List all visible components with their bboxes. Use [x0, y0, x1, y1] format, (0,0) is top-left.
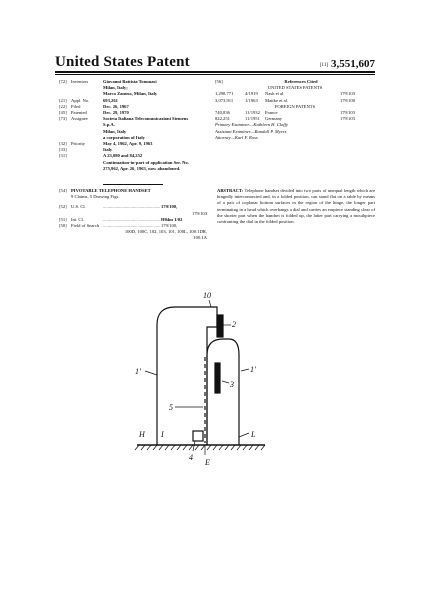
field-label: Assignee: [71, 116, 88, 122]
field-label: Priority: [71, 141, 86, 147]
references-heading: References Cited: [284, 79, 318, 84]
inid-code: [54]: [59, 188, 67, 193]
reference-number: 1,298,771: [215, 91, 234, 97]
field-value: Giovanni Battista Tommasi: [103, 79, 157, 84]
reference-date: 1/1963: [245, 97, 258, 103]
field-value-continued: 100D, 100C, 102, 103, 101, 100L, 100.1DR,: [124, 229, 207, 235]
field-value: Dec. 26, 1967: [103, 103, 129, 109]
abstract-label: ABSTRACT:: [217, 188, 244, 193]
label-H: H: [139, 430, 145, 439]
bibliographic-column: [59, 79, 209, 172]
inid-code: [33]: [59, 147, 67, 153]
label-2: 2: [232, 320, 236, 329]
assignee-row: [59, 116, 209, 122]
reference-class: 179/103: [339, 116, 355, 122]
patent-office-title: United States Patent: [55, 54, 190, 70]
reference-name: Germany: [265, 116, 283, 122]
leader-line: [193, 441, 195, 451]
field-label: Int. Cl.: [71, 216, 84, 222]
reference-date: 11/1932: [245, 110, 260, 116]
patent-number: [320, 58, 375, 70]
abstract: [217, 188, 375, 225]
header-rule-thick: [55, 71, 375, 73]
inid-code: [32]: [59, 141, 67, 147]
inid-code: [21]: [59, 97, 67, 103]
field-value: Italy: [103, 147, 113, 153]
mouthpiece: [215, 363, 220, 393]
leader-line: [241, 369, 249, 371]
reference-name: France: [265, 110, 278, 116]
field-value: Dec. 29, 1970: [103, 110, 129, 116]
label-L: L: [251, 430, 256, 439]
field-value: 179/100,: [161, 204, 178, 210]
field-value-continued: 179/103: [191, 210, 207, 216]
field-value: 179/100,: [161, 223, 178, 229]
field-label-empty: [71, 153, 103, 159]
label-E: E: [205, 458, 210, 467]
inid-code: [73]: [59, 116, 67, 122]
us-patents-heading: UNITED STATES PATENTS: [267, 85, 323, 91]
earpiece: [217, 315, 223, 337]
reference-class: 179/103: [339, 91, 355, 97]
patent-number-value: 3,551,607: [331, 58, 375, 70]
field-label: Appl. No.: [71, 97, 90, 103]
field-label: Filed: [71, 103, 81, 109]
field-value-continued: S.p.A.: [103, 122, 115, 128]
assistant-examiner: Assistant Examiner—Randall P. Myers: [215, 128, 287, 134]
reference-number: 740,836: [215, 110, 230, 116]
label-10: 10: [203, 291, 211, 300]
reference-class: 179/100: [339, 97, 355, 103]
field-value-continued: a corporation of Italy: [103, 134, 145, 140]
leader-line: [239, 433, 249, 437]
inid-code: [45]: [59, 110, 67, 116]
reference-date: 4/1919: [245, 91, 258, 97]
field-value: Societa Italiana Telecomunicazioni Siemens: [103, 116, 189, 122]
reference-number: 3,073,911: [215, 97, 234, 103]
inid-code: [31]: [59, 153, 67, 159]
dot-leader: ..................................................: [103, 204, 161, 210]
label-I: I: [161, 430, 164, 439]
field-value-continued: Milan, Italy: [103, 128, 127, 134]
inid-code: [56]: [215, 79, 223, 84]
reference-row: [215, 98, 375, 104]
leader-line: [209, 300, 211, 307]
handset-long-part: [157, 307, 217, 445]
field-label: Inventors: [71, 79, 89, 84]
patent-number-code: [11]: [319, 63, 328, 68]
continuation-note: 275,962, Apr. 26, 1963, now abandoned.: [103, 165, 181, 171]
inid-code: [72]: [59, 79, 67, 84]
dial: [193, 431, 203, 441]
field-value: H04m 1/02: [161, 216, 183, 222]
field-value: A 23,080 and 84,252: [103, 153, 143, 159]
reference-name: Nash et al.: [265, 91, 285, 97]
header-rule-thin: [55, 74, 375, 75]
foreign-patents-heading: FOREIGN PATENTS: [274, 103, 316, 109]
label-4: 4: [189, 453, 193, 462]
field-label: Field of Search: [71, 223, 100, 229]
label-5: 5: [169, 403, 173, 412]
invention-title: PIVOTABLE TELEPHONE HANDSET: [71, 188, 151, 193]
inid-code: [52]: [59, 204, 67, 210]
inid-code: [51]: [59, 216, 67, 222]
handset-short-part: [207, 339, 239, 445]
field-value: 693,261: [103, 97, 118, 103]
reference-date: 11/1951: [245, 116, 260, 122]
label-1-prime-right: 1': [250, 365, 256, 374]
label-1-prime-left: 1': [135, 367, 141, 376]
dot-leader: ..................................................: [103, 216, 161, 222]
classification-column: [59, 188, 209, 242]
field-value-continued: Marco Zanuso, Milan, Italy: [103, 91, 158, 97]
dot-leader: ..................................................: [103, 223, 161, 229]
reference-name: Mattke et al.: [265, 97, 289, 103]
inid-code: [22]: [59, 103, 67, 109]
label-3: 3: [230, 380, 234, 389]
leader-line: [222, 381, 229, 383]
field-label: U.S. Cl.: [71, 204, 86, 210]
inid-code: [50]: [59, 223, 67, 229]
primary-examiner: Primary Examiner—Kathleen H. Claffy: [215, 122, 288, 128]
patent-drawing: [125, 285, 275, 470]
references-column: [215, 79, 375, 141]
hatching: [135, 445, 265, 450]
continuation-note: Continuation-in-part of application Ser. No.: [103, 159, 189, 165]
field-value: May 4, 1962, Apr. 9, 1963: [103, 141, 153, 147]
reference-number: 822,251: [215, 116, 230, 122]
abstract-text: Telephone handset divided into two parts of unequal length which are hingedly interconnected and, in a folded position, can stand flat on a table by means of a pair of coplanar bottom surfaces in the region of the hinge, the longer part terminating in a head which overhangs a dial and carries an earpiece standing clear of the shorter part when the handset is folded up, the latter part carrying a mouthpiece confronting the dial in the folded position.: [217, 188, 375, 225]
field-value-continued: Milan, Italy;: [103, 85, 128, 91]
field-value-continued: 100.1A: [193, 235, 207, 241]
field-label: Patented: [71, 110, 87, 116]
section-divider: [103, 184, 163, 185]
attorney: Attorney—Karl F. Ross: [215, 134, 258, 140]
leader-line: [145, 371, 157, 375]
claims-count: 9 Claims, 5 Drawing Figs.: [71, 194, 120, 200]
reference-class: 179/103: [339, 110, 355, 116]
